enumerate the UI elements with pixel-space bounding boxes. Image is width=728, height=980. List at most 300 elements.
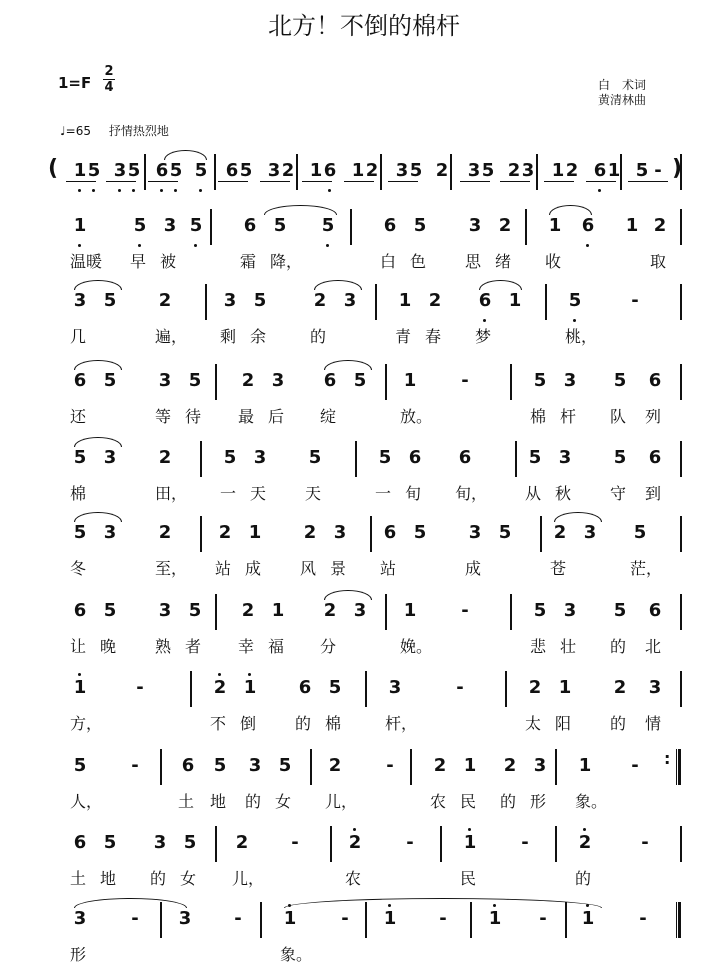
barline	[680, 284, 682, 320]
lyric: 杆	[560, 407, 577, 426]
beam	[628, 181, 668, 182]
note: 5	[409, 160, 423, 181]
lyric: 让	[70, 637, 87, 656]
lyric: 一	[375, 484, 392, 503]
barline	[510, 594, 512, 630]
barline	[215, 594, 217, 630]
barline	[680, 364, 682, 400]
hold-dash: -	[234, 908, 242, 929]
lyric: 福	[268, 637, 285, 656]
note: 5	[103, 290, 117, 311]
octave-dot-low	[573, 319, 576, 322]
note: 5	[189, 215, 203, 236]
note: 3	[103, 447, 117, 468]
note: 5	[378, 447, 392, 468]
note: 2	[213, 677, 227, 698]
lyric: 的	[575, 869, 592, 888]
note: 5	[183, 832, 197, 853]
hold-dash: -	[131, 755, 139, 776]
lyric: 桃，	[565, 327, 598, 346]
note: 6	[225, 160, 239, 181]
octave-dot-high	[583, 828, 586, 831]
barline	[190, 671, 192, 707]
lyric: 守	[610, 484, 627, 503]
note: 3	[163, 215, 177, 236]
lyric: 倒	[240, 714, 257, 733]
note: 5	[87, 160, 101, 181]
octave-dot-low	[160, 189, 163, 192]
barline	[680, 441, 682, 477]
lyric: 青	[395, 327, 412, 346]
lyric: 地	[100, 869, 117, 888]
lyric: 象。	[280, 945, 313, 964]
beam	[388, 181, 418, 182]
note: 6	[383, 522, 397, 543]
lyric: 霜	[240, 252, 257, 271]
lyric: 最	[238, 407, 255, 426]
slur	[324, 590, 372, 600]
lyric: 遍，	[155, 327, 188, 346]
barline	[375, 284, 377, 320]
beam	[260, 181, 290, 182]
lyric: 者	[185, 637, 202, 656]
lyric: 旬，	[455, 484, 488, 503]
lyric: 一	[220, 484, 237, 503]
lyric: 待	[185, 407, 202, 426]
lyric: 到	[645, 484, 662, 503]
note: 2	[433, 755, 447, 776]
slur	[74, 512, 122, 522]
slur	[479, 280, 522, 290]
score-row	[0, 677, 728, 733]
beam	[544, 181, 574, 182]
composer: 黄清林曲	[598, 93, 647, 107]
note: 3	[563, 600, 577, 621]
slur	[74, 898, 187, 908]
lyric: 梦	[475, 327, 492, 346]
note: 1	[578, 755, 592, 776]
hold-dash: -	[439, 908, 447, 929]
score-row	[0, 290, 728, 346]
lyric: 队	[610, 407, 627, 426]
lyric: 取	[650, 252, 667, 271]
barline	[370, 516, 372, 552]
score-row	[0, 215, 728, 271]
note: 6	[648, 447, 662, 468]
note: 5	[635, 160, 649, 181]
note: 3	[563, 370, 577, 391]
note: 2	[328, 755, 342, 776]
note: 5	[613, 600, 627, 621]
octave-dot-low	[78, 189, 81, 192]
note: 2	[578, 832, 592, 853]
note: 5	[73, 447, 87, 468]
lyric: 温暖	[70, 252, 103, 271]
tempo-value: ♩=65	[60, 124, 91, 138]
lyric: 余	[250, 327, 267, 346]
time-signature	[103, 64, 115, 95]
paren-close: )	[672, 156, 683, 181]
lyric: 阳	[555, 714, 572, 733]
beam	[148, 181, 178, 182]
note: 6	[408, 447, 422, 468]
note: 5	[103, 600, 117, 621]
lyric: 苍	[550, 559, 567, 578]
note: 5	[73, 755, 87, 776]
note: 6	[323, 160, 337, 181]
lyric: 儿，	[325, 792, 358, 811]
note: 3	[267, 160, 281, 181]
slur	[554, 512, 602, 522]
note: 5	[253, 290, 267, 311]
barline	[260, 902, 262, 938]
lyric: 的	[150, 869, 167, 888]
note: 1	[383, 908, 397, 929]
hold-dash: -	[341, 908, 349, 929]
note: 5	[533, 370, 547, 391]
hold-dash: -	[461, 370, 469, 391]
note: 3	[73, 290, 87, 311]
note: 5	[533, 600, 547, 621]
note: 6	[73, 600, 87, 621]
barline	[680, 209, 682, 245]
note: 1	[243, 677, 257, 698]
note: 1	[73, 160, 87, 181]
note: 2	[313, 290, 327, 311]
note: 3	[388, 677, 402, 698]
hold-dash: -	[386, 755, 394, 776]
barline	[215, 826, 217, 862]
barline	[205, 284, 207, 320]
barline	[450, 154, 452, 190]
end-barline	[676, 902, 681, 938]
lyric: 人，	[70, 792, 103, 811]
lyric: 农	[430, 792, 447, 811]
hold-dash: -	[639, 908, 647, 929]
lyric: 壮	[560, 637, 577, 656]
barline	[545, 284, 547, 320]
lyric: 茫，	[630, 559, 663, 578]
lyric: 还	[70, 407, 87, 426]
note: 5	[321, 215, 335, 236]
lyric: 成	[245, 559, 262, 578]
octave-dot-low	[199, 189, 202, 192]
note: 1	[463, 832, 477, 853]
lyric: 太	[525, 714, 542, 733]
note: 3	[468, 522, 482, 543]
hold-dash: -	[461, 600, 469, 621]
note: 5	[481, 160, 495, 181]
note: 1	[309, 160, 323, 181]
note: 5	[239, 160, 253, 181]
hold-dash: -	[456, 677, 464, 698]
note: 3	[271, 370, 285, 391]
octave-dot-low	[328, 189, 331, 192]
note: 5	[278, 755, 292, 776]
hold-dash: -	[641, 832, 649, 853]
octave-dot-high	[468, 828, 471, 831]
lyric: 白	[380, 252, 397, 271]
credits	[598, 78, 646, 108]
note: 3	[353, 600, 367, 621]
note: 6	[73, 832, 87, 853]
note: 1	[73, 677, 87, 698]
lyric: 春	[425, 327, 442, 346]
note: 6	[155, 160, 169, 181]
repeat-sign: :	[664, 749, 671, 768]
beam	[302, 181, 332, 182]
note: 3	[248, 755, 262, 776]
lyric: 成	[465, 559, 482, 578]
lyric: 景	[330, 559, 347, 578]
barline	[505, 671, 507, 707]
barline	[680, 671, 682, 707]
note: 6	[243, 215, 257, 236]
slur	[74, 280, 122, 290]
lyric: 幸	[238, 637, 255, 656]
slur	[324, 360, 372, 370]
note: 6	[181, 755, 195, 776]
barline	[365, 671, 367, 707]
octave-dot-high	[218, 673, 221, 676]
note: 2	[435, 160, 449, 181]
note: 6	[73, 370, 87, 391]
lyric: 分	[320, 637, 337, 656]
hold-dash: -	[406, 832, 414, 853]
barline	[555, 749, 557, 785]
score-row	[0, 908, 728, 964]
octave-dot-low	[92, 189, 95, 192]
lyric: 方，	[70, 714, 103, 733]
octave-dot-low	[598, 189, 601, 192]
note: 3	[158, 600, 172, 621]
lyric: 地	[210, 792, 227, 811]
beam	[500, 181, 530, 182]
octave-dot-low	[174, 189, 177, 192]
note: 3	[343, 290, 357, 311]
lyric: 秋	[555, 484, 572, 503]
note: 2	[503, 755, 517, 776]
lyric: 的	[310, 327, 327, 346]
slur	[74, 437, 122, 447]
lyric: 放。	[400, 407, 433, 426]
tempo-text: 抒情热烈地	[108, 124, 169, 138]
hold-dash: -	[631, 755, 639, 776]
note: 2	[553, 522, 567, 543]
note: 1	[271, 600, 285, 621]
lyric: 色	[410, 252, 427, 271]
note: 2	[158, 290, 172, 311]
lyric: 至，	[155, 559, 188, 578]
lyric: 等	[155, 407, 172, 426]
score-row	[0, 522, 728, 578]
note: 3	[158, 370, 172, 391]
barline	[680, 594, 682, 630]
note: 1	[463, 755, 477, 776]
note: 5	[528, 447, 542, 468]
barline	[210, 209, 212, 245]
note: 3	[533, 755, 547, 776]
lyric: 风	[300, 559, 317, 578]
octave-dot-high	[353, 828, 356, 831]
beam	[344, 181, 374, 182]
note: 5	[498, 522, 512, 543]
note: 2	[348, 832, 362, 853]
barline	[510, 364, 512, 400]
note: 6	[478, 290, 492, 311]
note: 6	[648, 370, 662, 391]
lyric: 杆，	[385, 714, 418, 733]
beam	[106, 181, 136, 182]
note: 1	[558, 677, 572, 698]
barline	[330, 826, 332, 862]
note: 6	[383, 215, 397, 236]
note: 2	[303, 522, 317, 543]
lyric: 情	[645, 714, 662, 733]
note: 5	[213, 755, 227, 776]
key-signature: 1=F	[58, 74, 92, 92]
note: 3	[468, 215, 482, 236]
page-title: 北方！不倒的棉杆	[268, 12, 460, 40]
lyric: 娩。	[400, 637, 433, 656]
lyric: 站	[380, 559, 397, 578]
lyric: 的	[245, 792, 262, 811]
slur	[284, 898, 602, 908]
note: 1	[283, 908, 297, 929]
lyric: 的	[500, 792, 517, 811]
lyric: 被	[160, 252, 177, 271]
octave-dot-low	[586, 244, 589, 247]
paren-open: (	[48, 156, 59, 181]
slur	[314, 280, 362, 290]
lyric: 天	[250, 484, 267, 503]
lyric: 形	[530, 792, 547, 811]
lyric: 站	[215, 559, 232, 578]
note: 2	[158, 522, 172, 543]
lyric: 晚	[100, 637, 117, 656]
note: 3	[253, 447, 267, 468]
lyric: 土	[70, 869, 87, 888]
note: 3	[103, 522, 117, 543]
lyric: 棉	[70, 484, 87, 503]
note: 3	[648, 677, 662, 698]
note: 1	[508, 290, 522, 311]
octave-dot-low	[132, 189, 135, 192]
note: 3	[73, 908, 87, 929]
hold-dash: -	[136, 677, 144, 698]
note: 2	[323, 600, 337, 621]
note: 2	[528, 677, 542, 698]
barline	[555, 826, 557, 862]
lyric: 的	[295, 714, 312, 733]
note: 1	[607, 160, 621, 181]
note: 2	[498, 215, 512, 236]
note: 1	[581, 908, 595, 929]
barline	[525, 209, 527, 245]
barline	[385, 364, 387, 400]
lyric: 降，	[270, 252, 303, 271]
octave-dot-low	[78, 244, 81, 247]
note: 3	[521, 160, 535, 181]
note: 1	[488, 908, 502, 929]
barline	[160, 749, 162, 785]
lyric: 绽	[320, 407, 337, 426]
barline	[680, 516, 682, 552]
note: 3	[467, 160, 481, 181]
barline	[296, 154, 298, 190]
score-row	[0, 600, 728, 656]
hold-dash: -	[539, 908, 547, 929]
lyric: 象。	[575, 792, 608, 811]
octave-dot-low	[194, 244, 197, 247]
lyric: 棉	[530, 407, 547, 426]
note: 3	[113, 160, 127, 181]
note: 6	[581, 215, 595, 236]
lyric: 思	[465, 252, 482, 271]
note: 2	[653, 215, 667, 236]
score-row	[0, 447, 728, 503]
note: 5	[169, 160, 183, 181]
note: 2	[565, 160, 579, 181]
note: 3	[223, 290, 237, 311]
barline	[540, 516, 542, 552]
note: 5	[633, 522, 647, 543]
lyric: 不	[210, 714, 227, 733]
barline	[200, 441, 202, 477]
note: 1	[398, 290, 412, 311]
note: 2	[613, 677, 627, 698]
barline	[350, 209, 352, 245]
lyric: 的	[610, 637, 627, 656]
beam	[460, 181, 490, 182]
note: 3	[178, 908, 192, 929]
note: 5	[353, 370, 367, 391]
lyric: 形	[70, 945, 87, 964]
note: 5	[188, 370, 202, 391]
lyric: 棉	[325, 714, 342, 733]
note: 2	[235, 832, 249, 853]
hold-dash: -	[521, 832, 529, 853]
barline	[215, 364, 217, 400]
note: 6	[593, 160, 607, 181]
note: 6	[298, 677, 312, 698]
octave-dot-low	[118, 189, 121, 192]
note: 5	[188, 600, 202, 621]
note: 5	[273, 215, 287, 236]
slur	[74, 360, 122, 370]
note: 1	[625, 215, 639, 236]
note: 5	[613, 370, 627, 391]
barline	[536, 154, 538, 190]
lyric: 绪	[495, 252, 512, 271]
hold-dash: -	[131, 908, 139, 929]
beam	[586, 181, 616, 182]
lyric: 冬	[70, 559, 87, 578]
lyric: 北	[645, 637, 662, 656]
barline	[410, 749, 412, 785]
octave-dot-low	[138, 244, 141, 247]
note: 2	[241, 600, 255, 621]
hold-dash: -	[631, 290, 639, 311]
beam	[218, 181, 248, 182]
note: 5	[194, 160, 208, 181]
octave-dot-high	[248, 673, 251, 676]
note: 5	[413, 215, 427, 236]
note: 3	[395, 160, 409, 181]
note: 5	[413, 522, 427, 543]
barline	[380, 154, 382, 190]
lyric: 熟	[155, 637, 172, 656]
